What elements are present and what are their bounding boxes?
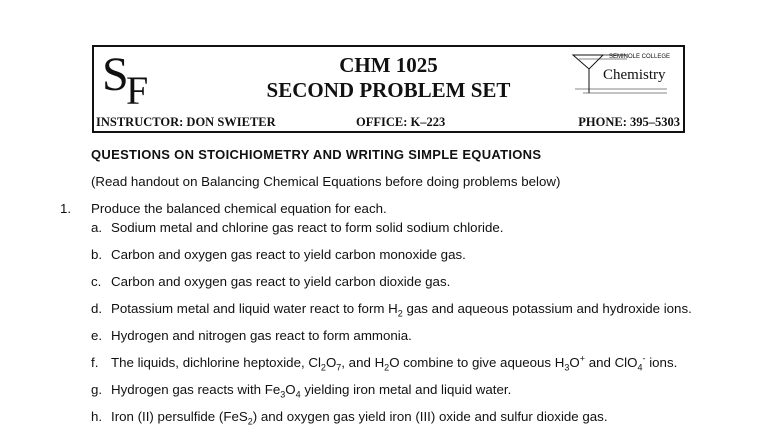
item-letter: f. xyxy=(91,355,99,370)
item-letter: a. xyxy=(91,220,103,235)
item-text-part: ) and oxygen gas yield iron (III) oxide and sulfur dioxide gas. xyxy=(252,409,608,424)
subscript: 3 xyxy=(564,362,570,373)
chemistry-logo xyxy=(569,49,673,101)
item-text: Carbon and oxygen gas react to yield carbon monoxide gas. xyxy=(111,247,466,262)
subscript: 4 xyxy=(295,389,301,400)
problem-number: 1. xyxy=(60,201,72,216)
item-text-part: Potassium metal and liquid water react to form H xyxy=(111,301,398,316)
item-letter: h. xyxy=(91,409,103,424)
list-item-h xyxy=(91,409,608,427)
subscript: 2 xyxy=(384,362,390,373)
item-text-part: The liquids, dichlorine heptoxide, Cl xyxy=(111,355,321,370)
course-title: CHM 1025 xyxy=(339,53,438,77)
list-item-g xyxy=(91,382,512,400)
item-text-part: O combine to give aqueous H xyxy=(389,355,565,370)
problem-set-title: SECOND PROBLEM SET xyxy=(266,78,511,102)
item-letter: b. xyxy=(91,247,103,262)
item-letter: e. xyxy=(91,328,103,343)
item-text: Sodium metal and chlorine gas react to form solid sodium chloride. xyxy=(111,220,504,235)
instructor: INSTRUCTOR: DON SWIETER xyxy=(96,115,276,129)
item-text-part: O xyxy=(325,355,337,370)
list-item-a xyxy=(91,220,503,235)
item-text-part: O xyxy=(285,382,296,397)
section-heading: QUESTIONS ON STOICHIOMETRY AND WRITING SIMPLE EQUATIONS xyxy=(91,147,542,162)
logo-f: F xyxy=(126,68,149,113)
item-letter: d. xyxy=(91,301,103,316)
instruction-note: (Read handout on Balancing Chemical Equations before doing problems below) xyxy=(91,174,561,189)
item-text-part: O xyxy=(569,355,580,370)
header-box xyxy=(92,45,685,133)
list-item-c xyxy=(91,274,450,289)
item-text-part: Iron (II) persulfide (FeS xyxy=(111,409,248,424)
college-label: SEMINOLE COLLEGE xyxy=(609,54,671,60)
list-item-d xyxy=(91,301,692,319)
item-text-part: ions. xyxy=(645,355,678,370)
subscript: 2 xyxy=(397,308,403,319)
superscript: + xyxy=(579,353,585,364)
subscript: 7 xyxy=(336,362,342,373)
phone: PHONE: 395–5303 xyxy=(578,115,680,129)
item-text-part: yielding iron metal and liquid water. xyxy=(300,382,512,397)
problem-intro: Produce the balanced chemical equation for each. xyxy=(91,201,387,216)
subscript: 4 xyxy=(637,362,643,373)
office: OFFICE: K–223 xyxy=(356,115,446,129)
item-text-part: and ClO xyxy=(585,355,638,370)
item-text-part: Hydrogen gas reacts with Fe xyxy=(111,382,281,397)
item-text-part: , and H xyxy=(341,355,385,370)
subscript: 2 xyxy=(320,362,326,373)
item-letter: g. xyxy=(91,382,103,397)
list-item-f xyxy=(91,353,678,373)
list-item-b xyxy=(91,247,466,262)
item-letter: c. xyxy=(91,274,102,289)
list-item-e xyxy=(91,328,412,343)
item-text: Carbon and oxygen gas react to yield carbon dioxide gas. xyxy=(111,274,451,289)
subscript: 2 xyxy=(247,416,253,427)
superscript: - xyxy=(642,353,646,364)
item-text: Hydrogen and nitrogen gas react to form ammonia. xyxy=(111,328,412,343)
chemistry-label: Chemistry xyxy=(603,67,666,83)
logo-s: S xyxy=(102,48,129,101)
item-text-part: gas and aqueous potassium and hydroxide ions. xyxy=(402,301,692,316)
subscript: 3 xyxy=(280,389,286,400)
